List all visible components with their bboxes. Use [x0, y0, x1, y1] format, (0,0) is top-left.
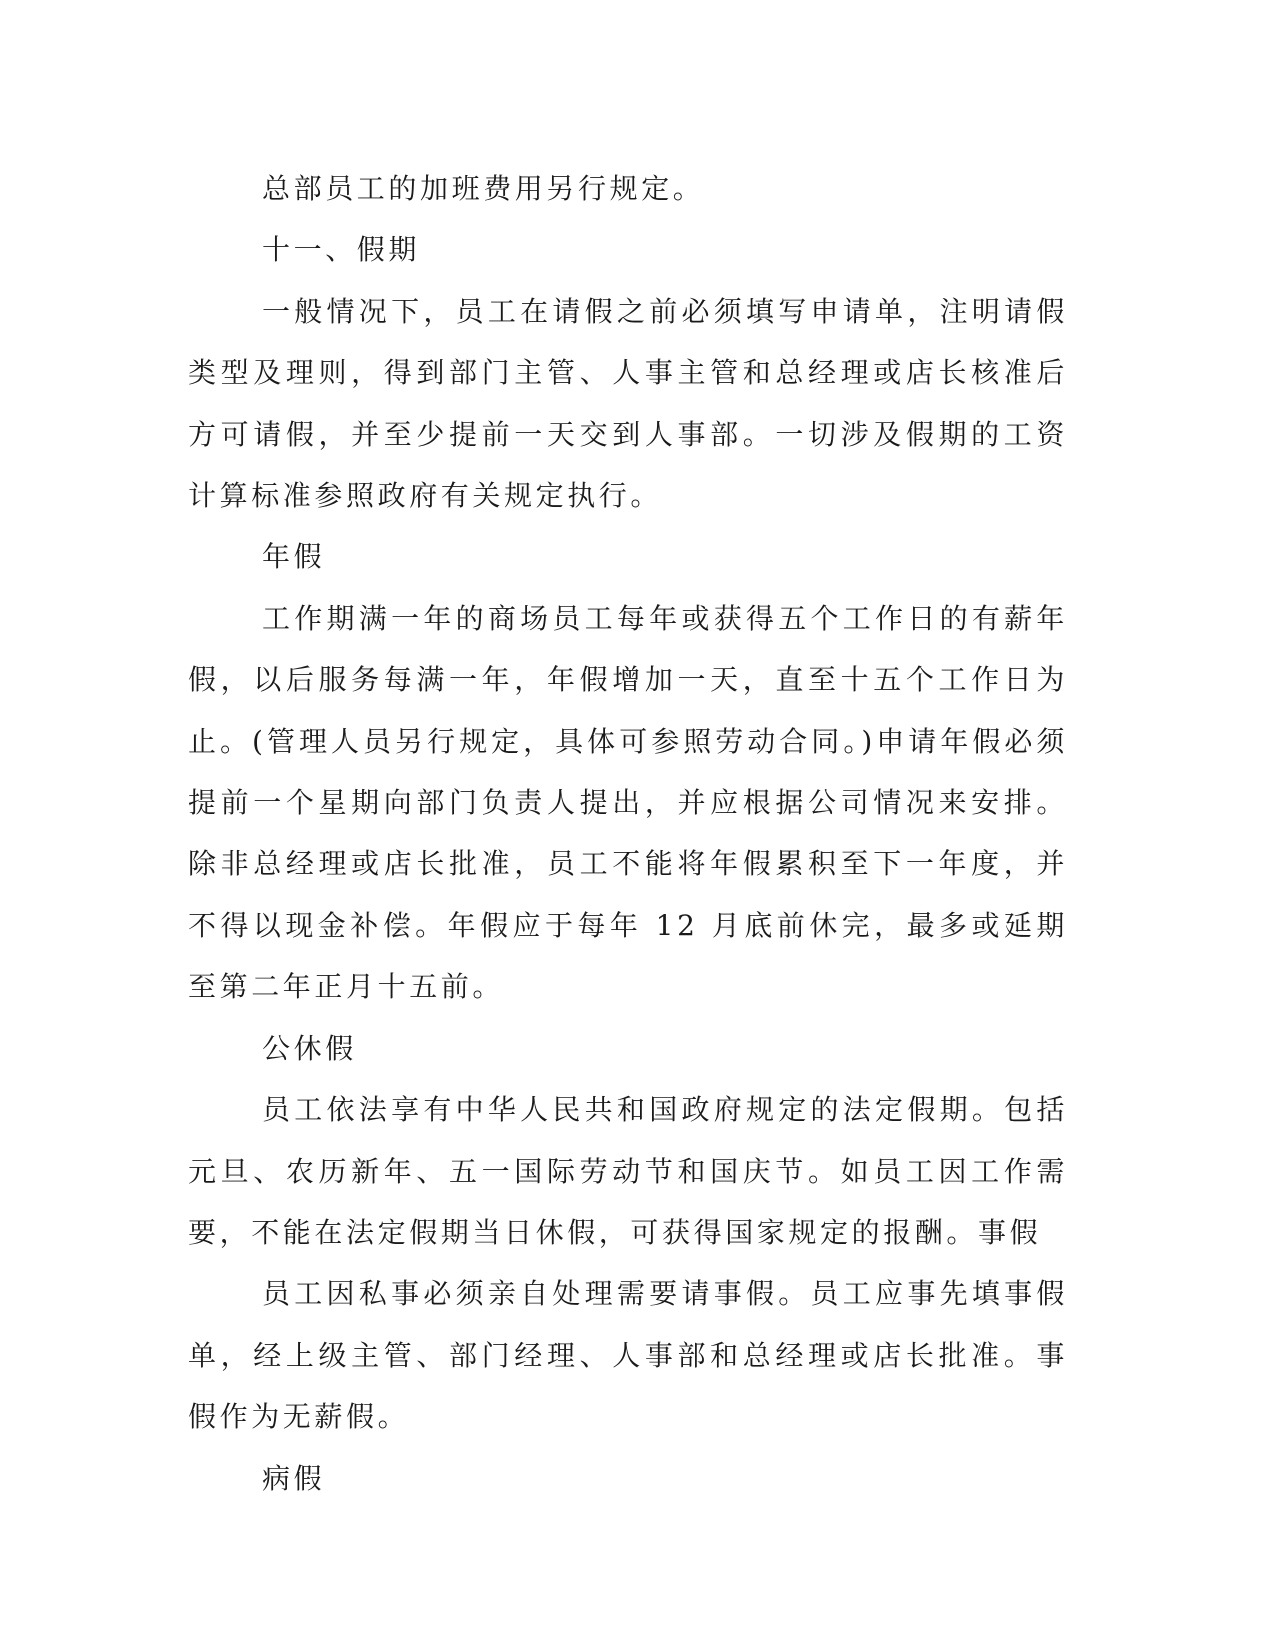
- leave-general: 一般情况下，员工在请假之前必须填写申请单，注明请假类型及理则，得到部门主管、人事主管和总经理或店长核准后方可请假，并至少提前一天交到人事部。一切涉及假期的工资计算标准参照政府有关规定执行。: [188, 294, 1068, 513]
- annual-leave-body: 工作期满一年的商场员工每年或获得五个工作日的有薪年假，以后服务每满一年，年假增加一天，直至十五个工作日为止。(管理人员另行规定，具体可参照劳动合同。)申请年假必须提前一个星期向部门负责人提出，并应根据公司情况来安排。除非总经理或店长批准，员工不能将年假累积至下一年度，并不得以现金补偿。年假应于每年 12 月底前休完，最多或延期至第二年正月十五前。: [188, 601, 1068, 1004]
- overtime-note: 总部员工的加班费用另行规定。: [262, 172, 705, 205]
- public-holiday-body: 员工依法享有中华人民共和国政府规定的法定假期。包括元旦、农历新年、五一国际劳动节和国庆节。如员工因工作需要，不能在法定假期当日休假，可获得国家规定的报酬。事假: [188, 1093, 1068, 1249]
- personal-leave-body: 员工因私事必须亲自处理需要请事假。员工应事先填事假单，经上级主管、部门经理、人事部和总经理或店长批准。事假作为无薪假。: [188, 1277, 1068, 1434]
- heading-sick-leave: 病假: [262, 1461, 326, 1495]
- section-heading-holidays: 十一、假期: [262, 233, 421, 267]
- heading-public-holiday: 公休假: [262, 1031, 357, 1065]
- heading-annual-leave: 年假: [262, 540, 326, 574]
- document-body: [188, 158, 1068, 1509]
